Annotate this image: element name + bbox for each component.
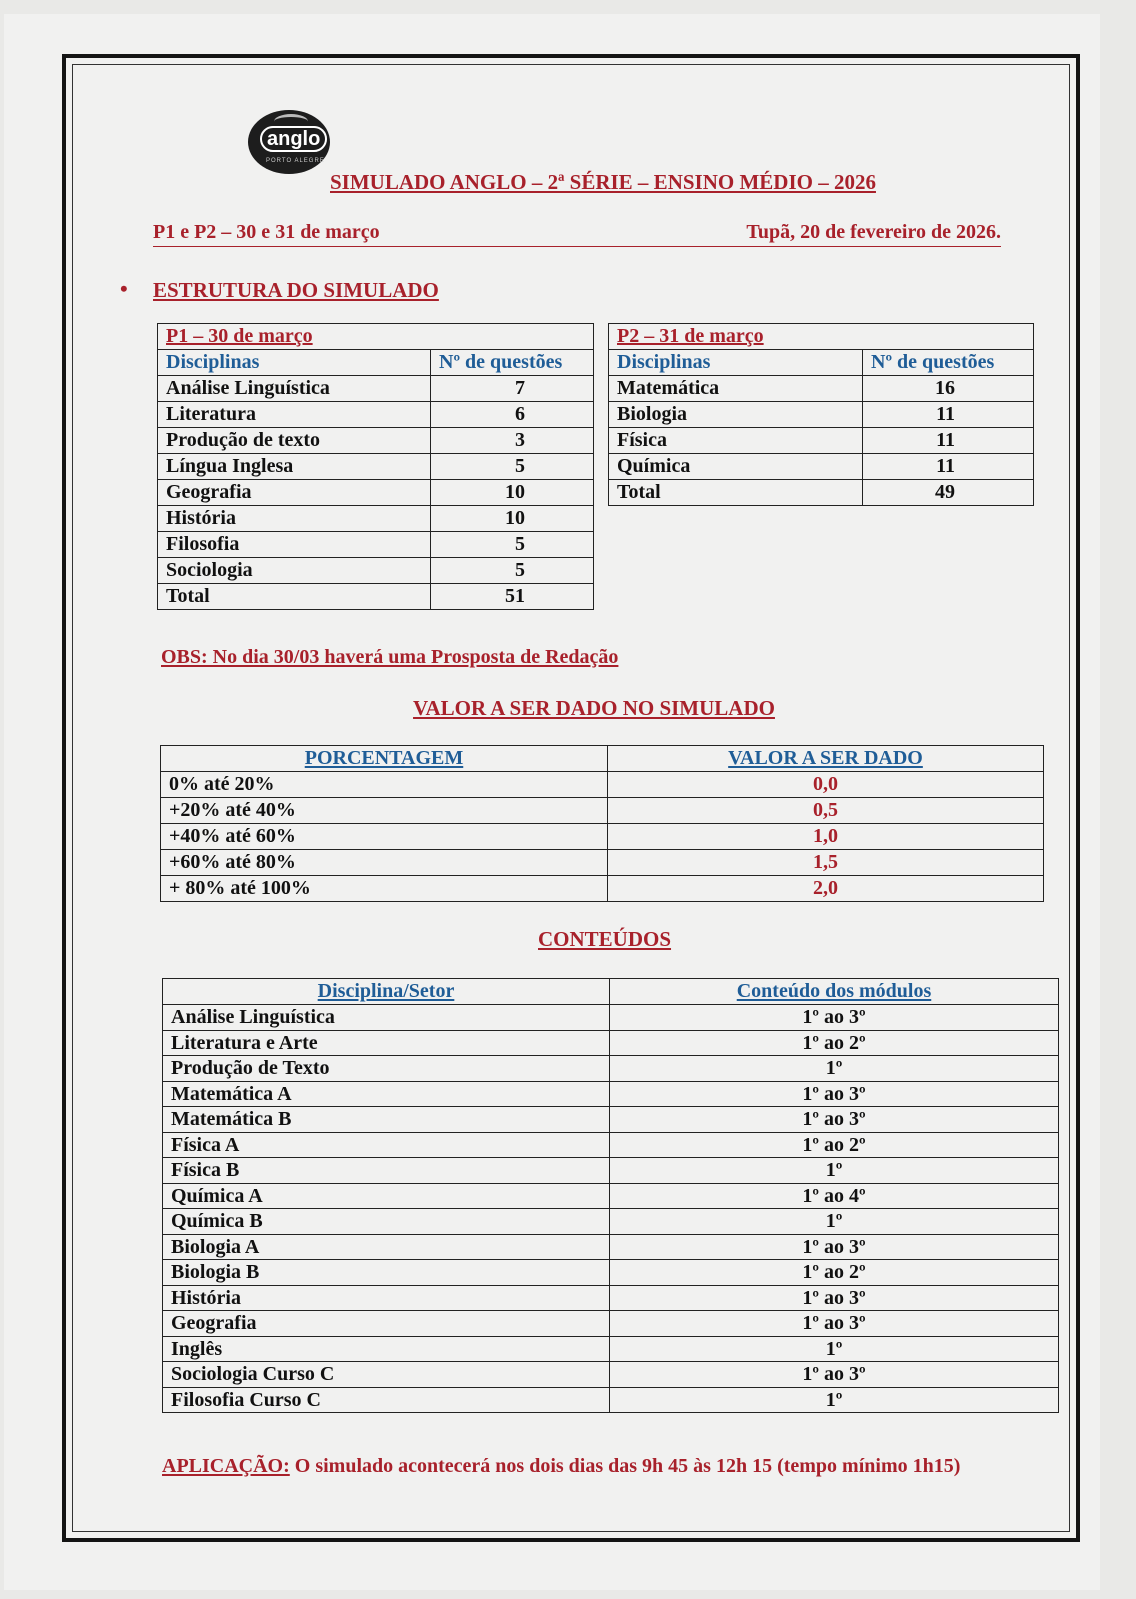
contents-label-cell: Física A [163, 1132, 610, 1158]
p2-row [609, 480, 1034, 506]
contents-value-cell: 1º [610, 1056, 1059, 1082]
logo-city: PORTO ALEGRE [266, 158, 325, 164]
p1-row [158, 532, 594, 558]
p1-row [158, 558, 594, 584]
contents-value-cell: 1º ao 2º [610, 1132, 1059, 1158]
contents-label-cell: Filosofia Curso C [163, 1387, 610, 1413]
p1-label-cell: Análise Linguística [158, 376, 431, 402]
p2-row [609, 376, 1034, 402]
p1-label-cell: Filosofia [158, 532, 431, 558]
contents-value-cell: 1º ao 3º [610, 1005, 1059, 1031]
contents-value-cell: 1º ao 2º [610, 1260, 1059, 1286]
contents-value-cell: 1º ao 3º [610, 1362, 1059, 1388]
value-label-cell: 0% até 20% [161, 772, 608, 798]
value-row [161, 824, 1044, 850]
contents-label-cell: História [163, 1285, 610, 1311]
contents-row [163, 1107, 1059, 1133]
p2-value-cell: 11 [863, 428, 1034, 454]
contents-row [163, 1056, 1059, 1082]
p2-label-cell: Total [609, 480, 863, 506]
p1-label-cell: Literatura [158, 402, 431, 428]
section-value [4, 696, 1100, 721]
value-value-cell: 0,0 [608, 772, 1044, 798]
contents-row [163, 1387, 1059, 1413]
p1-row [158, 506, 594, 532]
contents-row [163, 1005, 1059, 1031]
contents-label-cell: Biologia B [163, 1260, 610, 1286]
section-contents: CONTEÚDOS [538, 927, 672, 951]
p1-value-cell: 51 [431, 584, 594, 610]
p2-label-cell: Química [609, 454, 863, 480]
contents-row [163, 1081, 1059, 1107]
value-label-cell: +20% até 40% [161, 798, 608, 824]
p1-value-cell: 6 [431, 402, 594, 428]
contents-row [163, 1030, 1059, 1056]
value-col-percent: PORCENTAGEM [161, 746, 608, 772]
p1-column-headers [158, 350, 594, 376]
p1-value-cell: 7 [431, 376, 594, 402]
value-row [161, 772, 1044, 798]
value-row [161, 850, 1044, 876]
bullet-icon: • [120, 276, 128, 301]
p1-row [158, 376, 594, 402]
p2-value-cell: 11 [863, 454, 1034, 480]
p2-value-cell: 49 [863, 480, 1034, 506]
p1-row [158, 428, 594, 454]
contents-value-cell: 1º ao 4º [610, 1183, 1059, 1209]
p1-value-cell: 5 [431, 532, 594, 558]
contents-row [163, 1209, 1059, 1235]
contents-row [163, 1183, 1059, 1209]
contents-value-cell: 1º [610, 1209, 1059, 1235]
p1-value-cell: 3 [431, 428, 594, 454]
p2-label-cell: Física [609, 428, 863, 454]
p1-col-questions: Nº de questões [431, 350, 594, 376]
value-label-cell: +60% até 80% [161, 850, 608, 876]
p1-value-cell: 5 [431, 454, 594, 480]
contents-col-discipline: Disciplina/Setor [163, 979, 610, 1005]
p1-value-cell: 10 [431, 506, 594, 532]
contents-table [162, 978, 1059, 1413]
value-column-headers [161, 746, 1044, 772]
contents-column-headers [163, 979, 1059, 1005]
contents-row [163, 1234, 1059, 1260]
contents-value-cell: 1º [610, 1158, 1059, 1184]
contents-label-cell: Inglês [163, 1336, 610, 1362]
contents-label-cell: Produção de Texto [163, 1056, 610, 1082]
p2-column-headers [609, 350, 1034, 376]
contents-value-cell: 1º [610, 1336, 1059, 1362]
p2-value-cell: 16 [863, 376, 1034, 402]
p1-label-cell: Total [158, 584, 431, 610]
obs-note: OBS: No dia 30/03 haverá uma Prosposta de Redação [161, 646, 619, 668]
p2-header-row [609, 324, 1034, 350]
p1-label-cell: Língua Inglesa [158, 454, 431, 480]
p1-table [157, 323, 594, 610]
anglo-logo [248, 110, 330, 174]
p1-row [158, 480, 594, 506]
paper-sheet [4, 14, 1100, 1590]
contents-label-cell: Matemática B [163, 1107, 610, 1133]
application-label: APLICAÇÃO: [162, 1455, 290, 1477]
p1-col-discipline: Disciplinas [158, 350, 431, 376]
value-value-cell: 0,5 [608, 798, 1044, 824]
p2-label-cell: Biologia [609, 402, 863, 428]
contents-value-cell: 1º ao 3º [610, 1234, 1059, 1260]
value-value-cell: 1,0 [608, 824, 1044, 850]
contents-label-cell: Matemática A [163, 1081, 610, 1107]
p1-label-cell: Geografia [158, 480, 431, 506]
contents-label-cell: Geografia [163, 1311, 610, 1337]
contents-value-cell: 1º ao 3º [610, 1311, 1059, 1337]
section-value-text: VALOR A SER DADO NO SIMULADO [413, 696, 775, 720]
value-value-cell: 2,0 [608, 876, 1044, 902]
contents-row [163, 1260, 1059, 1286]
value-label-cell: +40% até 60% [161, 824, 608, 850]
contents-row [163, 1158, 1059, 1184]
p2-col-discipline: Disciplinas [609, 350, 863, 376]
dates-line [153, 221, 1001, 247]
contents-value-cell: 1º [610, 1387, 1059, 1413]
contents-value-cell: 1º ao 2º [610, 1030, 1059, 1056]
p1-row [158, 454, 594, 480]
contents-col-modules: Conteúdo dos módulos [610, 979, 1059, 1005]
p2-row [609, 402, 1034, 428]
p1-value-cell: 5 [431, 558, 594, 584]
p1-row [158, 402, 594, 428]
value-table [160, 745, 1044, 902]
contents-label-cell: Análise Linguística [163, 1005, 610, 1031]
contents-value-cell: 1º ao 3º [610, 1285, 1059, 1311]
application-line [162, 1455, 960, 1478]
contents-label-cell: Química B [163, 1209, 610, 1235]
contents-row [163, 1132, 1059, 1158]
contents-row [163, 1362, 1059, 1388]
p1-row [158, 584, 594, 610]
section-structure: ESTRUTURA DO SIMULADO [153, 278, 439, 302]
contents-label-cell: Biologia A [163, 1234, 610, 1260]
value-label-cell: + 80% até 100% [161, 876, 608, 902]
contents-row [163, 1311, 1059, 1337]
p2-table [608, 323, 1034, 506]
contents-label-cell: Química A [163, 1183, 610, 1209]
value-row [161, 876, 1044, 902]
p2-header: P2 – 31 de março [609, 324, 1034, 350]
place-date: Tupã, 20 de fevereiro de 2026. [746, 221, 1001, 243]
contents-value-cell: 1º ao 3º [610, 1107, 1059, 1133]
p2-col-questions: Nº de questões [863, 350, 1034, 376]
p2-row [609, 454, 1034, 480]
p2-label-cell: Matemática [609, 376, 863, 402]
p1-value-cell: 10 [431, 480, 594, 506]
contents-value-cell: 1º ao 3º [610, 1081, 1059, 1107]
document-title: SIMULADO ANGLO – 2ª SÉRIE – ENSINO MÉDIO – 2026 [330, 170, 876, 194]
p1-header-row [158, 324, 594, 350]
p2-row [609, 428, 1034, 454]
contents-label-cell: Sociologia Curso C [163, 1362, 610, 1388]
exam-dates: P1 e P2 – 30 e 31 de março [153, 221, 380, 243]
p2-value-cell: 11 [863, 402, 1034, 428]
contents-label-cell: Física B [163, 1158, 610, 1184]
contents-row [163, 1285, 1059, 1311]
contents-row [163, 1336, 1059, 1362]
p1-label-cell: Produção de texto [158, 428, 431, 454]
logo-word: anglo [260, 126, 327, 152]
value-row [161, 798, 1044, 824]
p1-label-cell: História [158, 506, 431, 532]
application-text: O simulado acontecerá nos dois dias das 9h 45 às 12h 15 (tempo mínimo 1h15) [289, 1455, 961, 1477]
value-col-value: VALOR A SER DADO [608, 746, 1044, 772]
value-value-cell: 1,5 [608, 850, 1044, 876]
contents-label-cell: Literatura e Arte [163, 1030, 610, 1056]
p1-header: P1 – 30 de março [158, 324, 594, 350]
p1-label-cell: Sociologia [158, 558, 431, 584]
